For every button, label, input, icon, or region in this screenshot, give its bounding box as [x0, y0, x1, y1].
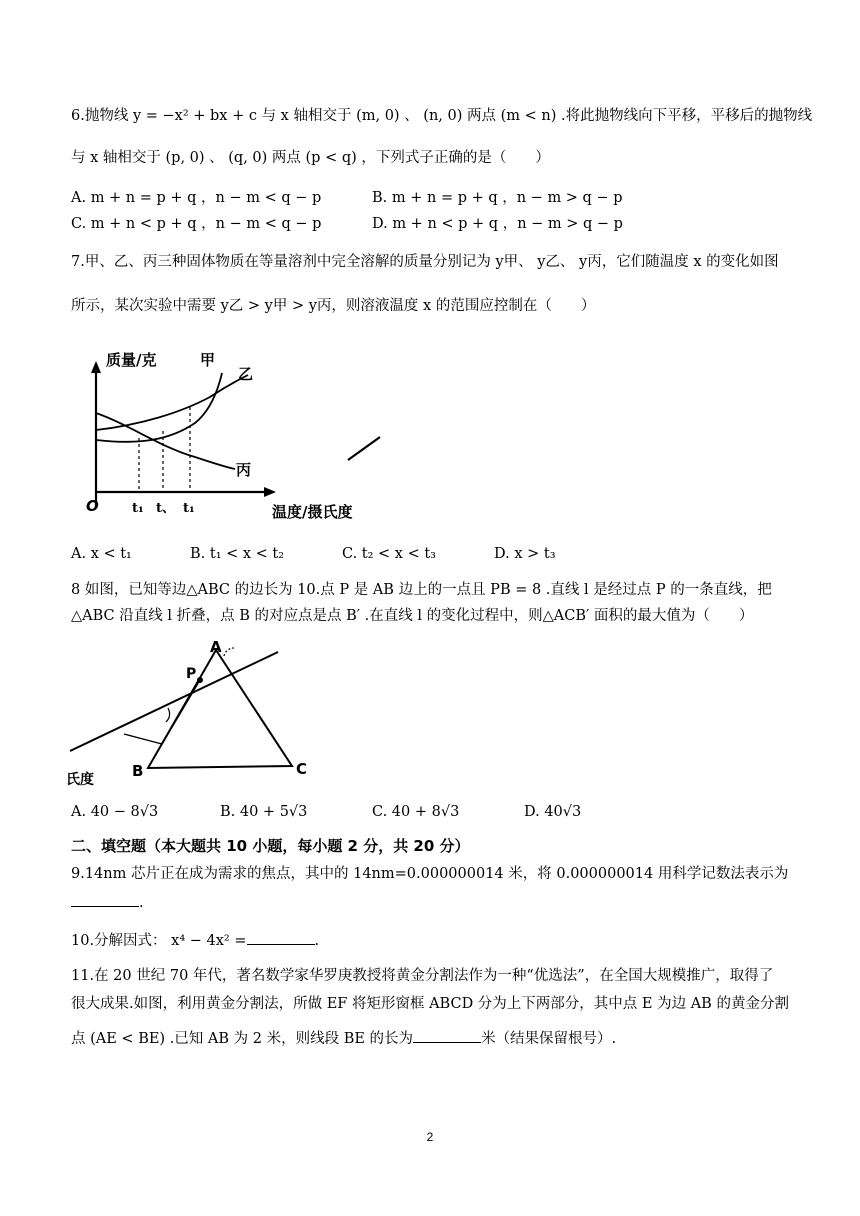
t3-label: t₁ — [183, 501, 195, 516]
q8-line2: △ABC 沿直线 l 折叠，点 B 的对应点是点 B′ .在直线 l 的变化过程中，则△ACB′ 面积的最大值为（ ） — [71, 608, 754, 624]
q10-answer-blank[interactable] — [247, 930, 315, 945]
corner-fragment: 氏度 — [66, 772, 94, 786]
q10-prefix: 10.分解因式： x⁴ − 4x² = — [71, 933, 247, 949]
q7-line1: 7.甲、乙、丙三种固体物质在等量溶剂中完全溶解的质量分别记为 y甲、 y乙、 y丙，它们随温度 x 的变化如图 — [71, 254, 779, 270]
q7-option-c: C. t₂ < x < t₃ — [342, 546, 436, 562]
q8-option-b: B. 40 + 5√3 — [220, 804, 308, 820]
label-yi: 乙 — [238, 365, 254, 383]
label-a: A — [210, 638, 222, 656]
page-number: 2 — [426, 1130, 434, 1144]
q7-line2: 所示，某次实验中需要 y乙 > y甲 > y丙，则溶液温度 x 的范围应控制在（ ） — [71, 298, 596, 314]
q11-line2: 很大成果.如图，利用黄金分割法，所做 EF 将矩形窗框 ABCD 分为上下两部分，其中点 E 为边 AB 的黄金分割 — [71, 996, 789, 1012]
q9-line2 — [71, 892, 144, 913]
curve-jia — [96, 373, 222, 442]
q8-triangle-figure — [64, 636, 324, 786]
t1-label: t₁ — [132, 501, 144, 516]
stray-mark — [348, 437, 380, 460]
y-axis-arrow — [91, 361, 101, 373]
q9-period: . — [139, 895, 144, 911]
section-2-heading: 二、填空题（本大题共 10 小题，每小题 2 分，共 20 分） — [71, 837, 470, 855]
q8-option-c: C. 40 + 8√3 — [372, 804, 460, 820]
fold-segment — [162, 680, 200, 744]
fold-segment-2 — [124, 734, 162, 744]
label-b: B — [132, 762, 144, 780]
q6-option-b: B. m + n = p + q ，n − m > q − p — [372, 190, 623, 206]
t2-label: t、 — [156, 501, 176, 516]
q7-option-d: D. x > t₃ — [494, 546, 556, 562]
label-p: P — [186, 666, 197, 682]
q11-line3 — [71, 1028, 616, 1049]
q6-option-c: C. m + n < p + q ，n − m < q − p — [71, 216, 322, 232]
triangle-abc — [148, 650, 292, 768]
q10-line — [71, 930, 319, 951]
q6-option-d: D. m + n < p + q ，n − m > q − p — [372, 216, 623, 232]
q7-solubility-graph — [70, 335, 390, 530]
origin-label: O — [86, 497, 99, 515]
q11-text-b: 米（结果保留根号）. — [481, 1031, 617, 1047]
q11-text-a: 点 (AE < BE) .已知 AB 为 2 米，则线段 BE 的长为 — [71, 1031, 414, 1047]
label-jia: 甲 — [200, 351, 216, 369]
angle-mark — [166, 708, 170, 722]
q9-line1: 9.14nm 芯片正在成为需求的焦点，其中的 14nm=0.000000014 米，将 0.000000014 用科学记数法表示为 — [71, 866, 789, 882]
q8-option-d: D. 40√3 — [524, 804, 582, 820]
q6-line2: 与 x 轴相交于 (p, 0) 、 (q, 0) 两点 (p < q) ，下列式子正确的是（ ） — [71, 150, 550, 166]
y-axis-label: 质量/克 — [106, 351, 157, 369]
q11-line1: 11.在 20 世纪 70 年代，著名数学家华罗庚教授将黄金分割法作为一种“优选法”，在全国大规模推广，取得了 — [71, 968, 774, 984]
q7-option-b: B. t₁ < x < t₂ — [190, 546, 285, 562]
q9-answer-blank[interactable] — [71, 892, 139, 907]
q11-answer-blank[interactable] — [413, 1028, 481, 1043]
fold-line-l — [70, 652, 278, 751]
q8-option-a: A. 40 − 8√3 — [71, 804, 159, 820]
arc-mark — [224, 648, 234, 656]
q7-option-a: A. x < t₁ — [71, 546, 132, 562]
q6-line1: 6.抛物线 y = −x² + bx + c 与 x 轴相交于 (m, 0) 、 (n, 0) 两点 (m < n) .将此抛物线向下平移，平移后的抛物线 — [71, 108, 813, 124]
x-axis-label: 温度/摄氏度 — [272, 503, 353, 521]
q8-line1: 8 如图，已知等边△ABC 的边长为 10.点 P 是 AB 边上的一点且 PB = 8 .直线 l 是经过点 P 的一条直线，把 — [71, 582, 772, 598]
q10-period: . — [314, 933, 320, 949]
q6-option-a: A. m + n = p + q ，n − m < q − p — [71, 190, 322, 206]
label-c: C — [296, 760, 308, 778]
label-bing: 丙 — [236, 461, 252, 479]
x-axis-arrow — [264, 487, 276, 497]
point-p — [197, 677, 203, 683]
